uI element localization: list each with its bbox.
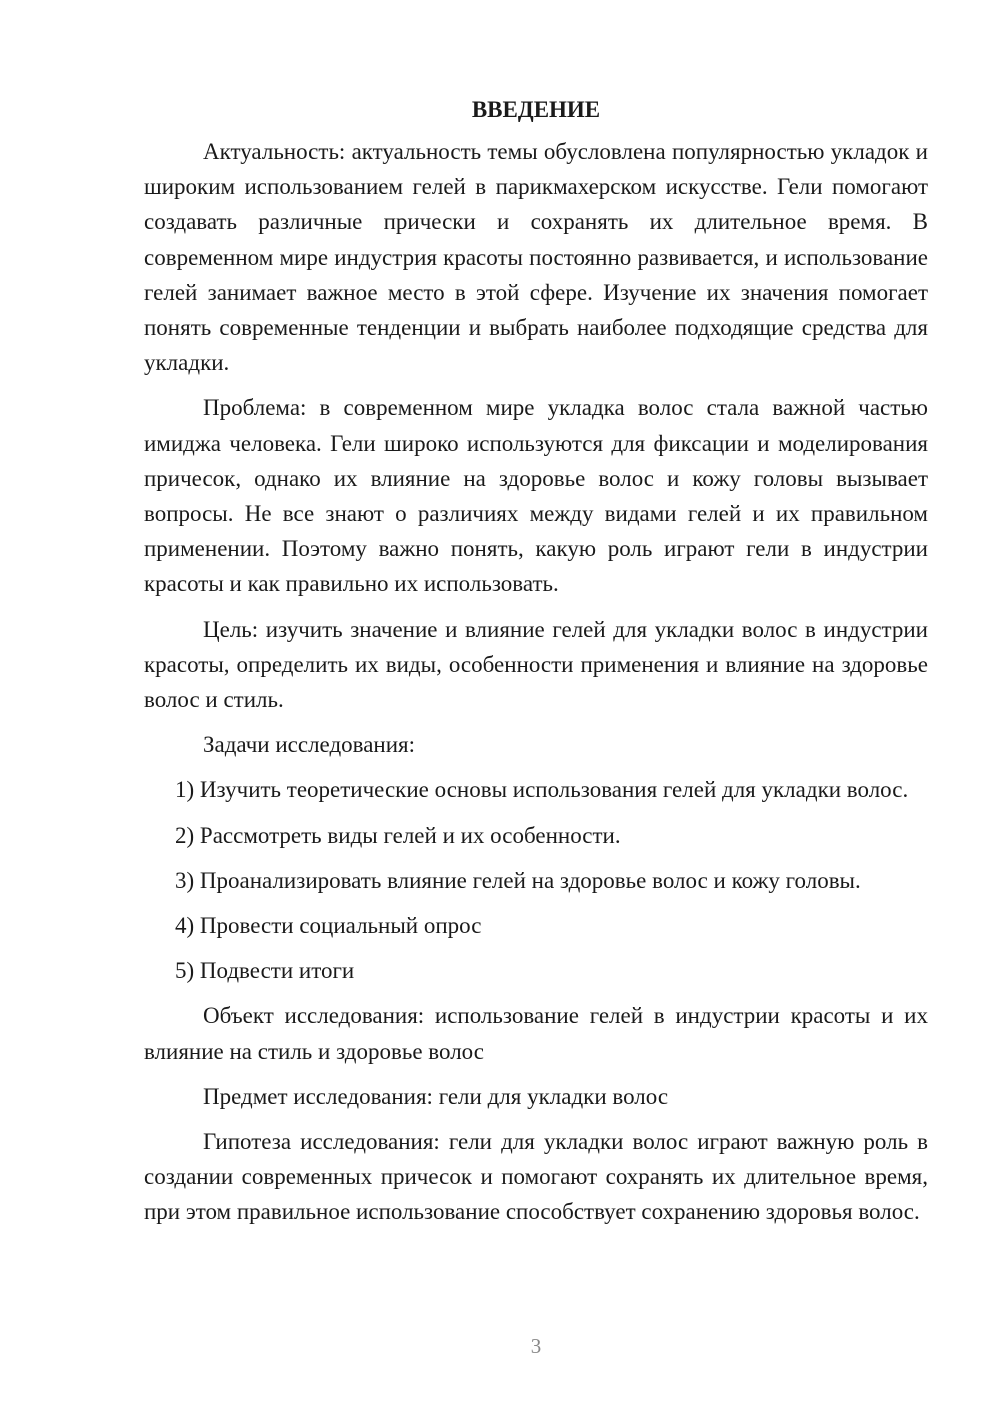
paragraph-subject: Предмет исследования: гели для укладки волос [203,1083,669,1109]
paragraph-relevance: Актуальность: актуальность темы обусловлена популярностью укладок и широким использованием гелей в парикмахерском искусстве. Гели помогают создавать различные прически и сохранять их длительное время. В современном мире индустрия красоты постоянно развивается, и использование гелей занимает важное место в этой сфере. Изучение их значения помогает понять современные тенденции и выбрать наиболее подходящие средства для укладки. [144,139,928,376]
paragraph-problem: Проблема: в современном мире укладка волос стала важной частью имиджа человека. Гели широко используются для фиксации и моделирования причесок, однако их влияние на здоровье волос и кожу головы вызывает вопросы. Не все знают о различиях между видами гелей и их правильном применении. Поэтому важно понять, какую роль играют гели в индустрии красоты и как правильно их использовать. [144,395,928,597]
list-item: 3) Проанализировать влияние гелей на здоровье волос и кожу головы. [175,867,861,893]
list-item: 5) Подвести итоги [175,958,355,984]
tasks-list [144,772,928,988]
list-item: 2) Рассмотреть виды гелей и их особенности. [175,822,621,848]
section-title: ВВЕДЕНИЕ [471,97,601,122]
page-number: 3 [530,1334,542,1358]
paragraph-hypothesis: Гипотеза исследования: гели для укладки волос играют важную роль в создании современных причесок и помогают сохранять их длительное время, при этом правильное использование способствует сохранению здоровья волос. [144,1129,928,1225]
paragraph-tasks-heading: Задачи исследования: [203,732,416,758]
paragraph-goal: Цель: изучить значение и влияние гелей для укладки волос в индустрии красоты, определить их виды, особенности применения и влияние на здоровье волос и стиль. [144,616,928,713]
paragraph-object: Объект исследования: использование гелей в индустрии красоты и их влияние на стиль и здоровье волос [144,1003,928,1064]
document-body [144,90,928,1240]
list-item: 1) Изучить теоретические основы использования гелей для укладки волос. [175,777,909,803]
list-item: 4) Провести социальный опрос [175,913,482,939]
